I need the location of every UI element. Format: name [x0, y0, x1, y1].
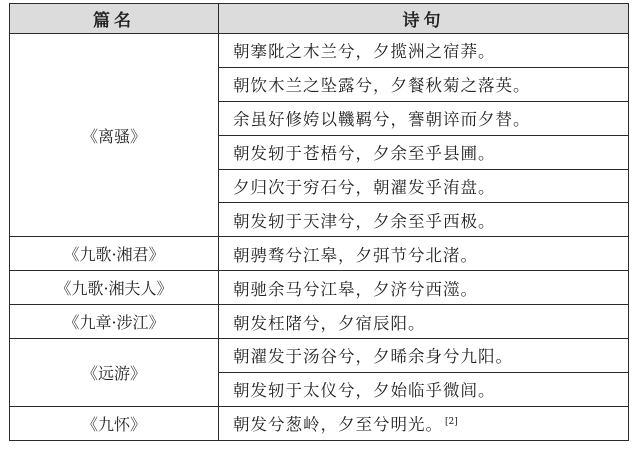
- table-row: [10, 305, 629, 339]
- poem-line-text: 朝发兮葱岭，夕至兮明光。: [233, 415, 443, 435]
- poem-table: [9, 3, 629, 441]
- work-title-cell: 《九歌·湘君》: [10, 237, 219, 271]
- poem-line-cell: 朝饮木兰之坠露兮，夕餐秋菊之落英。: [219, 67, 629, 101]
- table-row: [10, 339, 629, 373]
- poem-line-cell: 朝发轫于太仪兮，夕始临乎微闾。: [219, 372, 629, 406]
- table-row: [10, 271, 629, 305]
- poem-line-cell: 朝发轫于苍梧兮，夕余至乎县圃。: [219, 135, 629, 169]
- poem-line-cell: 夕归次于穷石兮，朝濯发乎洧盘。: [219, 169, 629, 203]
- citation-marker: [2]: [445, 416, 458, 427]
- poem-line-cell: 朝驰余马兮江皋，夕济兮西澨。: [219, 271, 629, 305]
- work-title-cell: 《九怀》: [10, 406, 219, 440]
- table-row: [10, 237, 629, 271]
- header-title-column: 篇名: [10, 4, 219, 34]
- poem-line-cell: 朝搴阰之木兰兮，夕揽洲之宿莽。: [219, 34, 629, 68]
- poem-line-cell: [219, 406, 629, 440]
- work-title-cell: 《远游》: [10, 339, 219, 407]
- table-row: [10, 406, 629, 440]
- work-title-cell: 《离骚》: [10, 34, 219, 237]
- poem-line-cell: 朝发轫于天津兮，夕余至乎西极。: [219, 203, 629, 237]
- poem-line-cell: 朝发枉陼兮，夕宿辰阳。: [219, 305, 629, 339]
- poem-line-cell: 余虽好修姱以鞿羁兮，謇朝谇而夕替。: [219, 101, 629, 135]
- work-title-cell: 《九章·涉江》: [10, 305, 219, 339]
- poem-line-cell: 朝濯发于汤谷兮，夕晞余身兮九阳。: [219, 339, 629, 373]
- header-lines-column: 诗句: [219, 4, 629, 34]
- table-row: [10, 34, 629, 68]
- header-row: [10, 4, 629, 34]
- poem-line-cell: 朝骋骛兮江皋，夕弭节兮北渚。: [219, 237, 629, 271]
- work-title-cell: 《九歌·湘夫人》: [10, 271, 219, 305]
